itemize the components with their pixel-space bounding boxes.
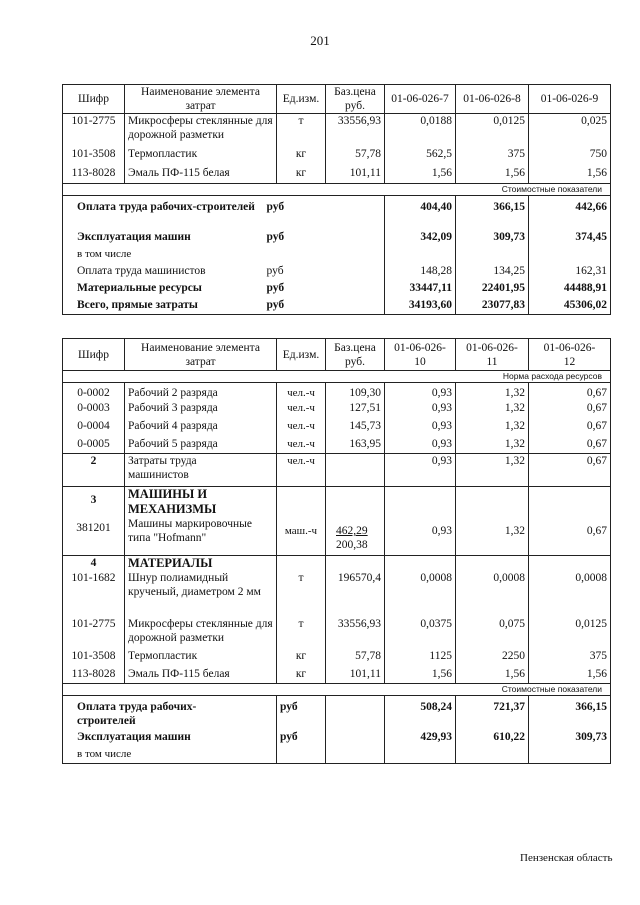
cell-v2: 1,32: [456, 419, 529, 437]
cell-v3: 0,0008: [529, 571, 611, 617]
cell-unit: т: [277, 617, 326, 649]
cell-code: 101-3508: [63, 649, 125, 667]
cell-v1: 0,93: [385, 454, 456, 487]
summary-unit: руб: [277, 730, 326, 747]
summary-row: [63, 281, 611, 298]
price-bottom: 200,38: [336, 539, 368, 551]
cell-unit: чел.-ч: [277, 454, 326, 487]
cell-unit: [277, 556, 326, 571]
cell-price: 127,51: [326, 401, 385, 419]
cell-v3: 375: [529, 649, 611, 667]
summary-v3: 442,66: [529, 196, 611, 230]
footer-region: Пензенская область: [520, 852, 613, 864]
band-label: Стоимостные показатели: [63, 684, 611, 696]
cell-v1: 0,93: [385, 383, 456, 401]
summary-unit: руб: [264, 264, 323, 281]
cell-unit: [277, 487, 326, 556]
cell-price: 33556,93: [326, 617, 385, 649]
machine-unit: маш.-ч: [284, 525, 318, 537]
summary-label: Эксплуатация машин: [63, 230, 326, 247]
table-row: [63, 649, 611, 667]
header-col1: 01-06-026-10: [385, 339, 456, 371]
summary-row: [63, 196, 611, 230]
operators-row: [63, 454, 611, 487]
summary-v1: 508,24: [385, 696, 456, 730]
cell-v3: 0,67: [529, 419, 611, 437]
cell-v1: 0,93: [385, 437, 456, 454]
summary-unit: руб: [264, 281, 323, 298]
section-code: 3: [90, 494, 97, 506]
price-top: 462,29: [336, 525, 368, 537]
cell-code: 101-3508: [63, 147, 125, 166]
cell-name: Рабочий 3 разряда: [125, 401, 277, 419]
header-unit: Ед.изм.: [277, 339, 326, 371]
cell-v3: 1,56: [529, 166, 611, 184]
cell-code: 101-2775: [63, 617, 125, 649]
value: 1,32: [504, 525, 525, 537]
value: 0,67: [586, 525, 607, 537]
summary-label: Эксплуатация машин: [63, 730, 277, 747]
table-row: [63, 147, 611, 166]
summary-label: Оплата труда рабочих-строителей: [63, 196, 326, 230]
summary-v2: [456, 747, 529, 764]
header-code: Шифр: [63, 339, 125, 371]
cell-price: [326, 487, 385, 556]
cell-name: Эмаль ПФ-115 белая: [125, 166, 277, 184]
cell-v3: 1,56: [529, 667, 611, 684]
machine-name: Машины маркировочные типа "Hofmann": [128, 518, 252, 544]
table-row: [63, 114, 611, 147]
cell-unit: чел.-ч: [277, 437, 326, 454]
summary-label: Оплата труда рабочих-строителей: [63, 696, 277, 730]
summary-v3: [529, 247, 611, 264]
cell-price: [326, 454, 385, 487]
cell-v1: [385, 556, 456, 571]
header-col2: 01-06-026-8: [456, 85, 529, 114]
cell-code: 0-0002: [63, 383, 125, 401]
cell-price: [326, 730, 385, 747]
cell-price: 101,11: [326, 667, 385, 684]
cell-price: 109,30: [326, 383, 385, 401]
summary-row: [63, 747, 611, 764]
cell-v3: 0,67: [529, 454, 611, 487]
machine-code: 381201: [76, 522, 111, 534]
table-header-row: [63, 85, 611, 114]
band-label: Стоимостные показатели: [63, 184, 611, 196]
cell-code: 101-1682: [63, 571, 125, 617]
summary-v3: 45306,02: [529, 298, 611, 315]
cell-price: [326, 556, 385, 571]
cell-v2: [456, 487, 529, 556]
band-label: Норма расхода ресурсов: [63, 371, 611, 383]
cell-v2: 1,56: [456, 667, 529, 684]
cell-unit: кг: [277, 147, 326, 166]
cell-name: Рабочий 4 разряда: [125, 419, 277, 437]
section-code: 4: [63, 556, 125, 571]
value: 0,93: [431, 525, 452, 537]
cell-name: Затраты труда машинистов: [125, 454, 277, 487]
header-price: Баз.цена руб.: [326, 85, 385, 114]
table-row: [63, 571, 611, 617]
table-row: [63, 667, 611, 684]
cell-v1: 0,0375: [385, 617, 456, 649]
cell-code: 0-0005: [63, 437, 125, 454]
summary-v3: [529, 747, 611, 764]
cell-unit: чел.-ч: [277, 401, 326, 419]
cell-v1: 562,5: [385, 147, 456, 166]
cell-unit: т: [277, 571, 326, 617]
summary-v3: 309,73: [529, 730, 611, 747]
cell-v3: 750: [529, 147, 611, 166]
header-col3: 01-06-026-12: [529, 339, 611, 371]
machines-section: [63, 487, 611, 556]
cell-name: Термопластик: [125, 147, 277, 166]
summary-label: Оплата труда машинистов: [63, 264, 326, 281]
cell-unit: кг: [277, 667, 326, 684]
summary-v2: 610,22: [456, 730, 529, 747]
cell-price: 101,11: [326, 166, 385, 184]
cell-unit: чел.-ч: [277, 419, 326, 437]
cell-v1: 0,0188: [385, 114, 456, 147]
cell-unit: кг: [277, 649, 326, 667]
cell-name: Рабочий 5 разряда: [125, 437, 277, 454]
cell-v3: [529, 556, 611, 571]
header-unit: Ед.изм.: [277, 85, 326, 114]
cell-name: Эмаль ПФ-115 белая: [125, 667, 277, 684]
table-row: [63, 617, 611, 649]
summary-v3: 366,15: [529, 696, 611, 730]
header-col1: 01-06-026-7: [385, 85, 456, 114]
summary-v3: 374,45: [529, 230, 611, 247]
cell-v1: 1,56: [385, 667, 456, 684]
header-price: Баз.цена руб.: [326, 339, 385, 371]
summary-label: в том числе: [63, 747, 277, 764]
header-name: Наименование элемента затрат: [125, 85, 277, 114]
cell-v1: 0,0008: [385, 571, 456, 617]
cell-name: Микросферы стеклянные для дорожной разметки: [125, 114, 277, 147]
cell-v2: 0,0008: [456, 571, 529, 617]
cell-v3: 0,67: [529, 437, 611, 454]
summary-v1: [385, 747, 456, 764]
summary-v1: 342,09: [385, 230, 456, 247]
cell-price: [326, 696, 385, 730]
table-row: [63, 419, 611, 437]
header-name: Наименование элемента затрат: [125, 339, 277, 371]
cell-v1: 1125: [385, 649, 456, 667]
header-col3: 01-06-026-9: [529, 85, 611, 114]
table-row: [63, 166, 611, 184]
summary-v3: 162,31: [529, 264, 611, 281]
cell-code: 113-8028: [63, 667, 125, 684]
cell-v2: 1,56: [456, 166, 529, 184]
summary-row: [63, 264, 611, 281]
summary-unit: [326, 247, 385, 264]
cell-v3: 0,67: [529, 383, 611, 401]
cell-code: 0-0004: [63, 419, 125, 437]
summary-v1: 34193,60: [385, 298, 456, 315]
summary-v1: 33447,11: [385, 281, 456, 298]
cell-v2: 1,32: [456, 383, 529, 401]
resource-table-1: [62, 84, 611, 315]
summary-v2: [456, 247, 529, 264]
summary-v1: [385, 247, 456, 264]
summary-row: [63, 247, 611, 264]
summary-unit: руб: [264, 230, 323, 247]
cell-v2: 1,32: [456, 454, 529, 487]
cell-unit: чел.-ч: [277, 383, 326, 401]
cell-v3: 0,025: [529, 114, 611, 147]
summary-row: [63, 230, 611, 247]
cell-v2: [456, 556, 529, 571]
cell-v3: 0,67: [529, 401, 611, 419]
cell-price: 57,78: [326, 649, 385, 667]
cell-v2: 1,32: [456, 437, 529, 454]
page-number: 201: [310, 33, 330, 48]
materials-section-header: [63, 556, 611, 571]
cell-v1: [385, 487, 456, 556]
cell-v1: 1,56: [385, 166, 456, 184]
summary-v2: 134,25: [456, 264, 529, 281]
cell-price: 163,95: [326, 437, 385, 454]
summary-v2: 22401,95: [456, 281, 529, 298]
cell-unit: кг: [277, 166, 326, 184]
cell-v2: 1,32: [456, 401, 529, 419]
cell-price: 33556,93: [326, 114, 385, 147]
cell-v1: 0,93: [385, 401, 456, 419]
summary-label: Материальные ресурсы: [63, 281, 326, 298]
cell-code: 101-2775: [63, 114, 125, 147]
header-code: Шифр: [63, 85, 125, 114]
cell-v2: 375: [456, 147, 529, 166]
cell-price: [326, 747, 385, 764]
band-cost-indicators: [63, 184, 611, 196]
summary-v1: 148,28: [385, 264, 456, 281]
cell-name: Шнур полиамидный крученый, диаметром 2 мм: [125, 571, 277, 617]
summary-unit: [277, 747, 326, 764]
section-title: МАТЕРИАЛЫ: [125, 556, 277, 571]
summary-unit: руб: [277, 696, 326, 730]
summary-row: [63, 298, 611, 315]
cell-code: [63, 487, 125, 556]
summary-v2: 721,37: [456, 696, 529, 730]
resource-table-2: [62, 338, 611, 764]
cell-price: 196570,4: [326, 571, 385, 617]
cell-code: 113-8028: [63, 166, 125, 184]
summary-v2: 23077,83: [456, 298, 529, 315]
table-header-row: [63, 339, 611, 371]
band-norma: [63, 371, 611, 383]
summary-v1: 404,40: [385, 196, 456, 230]
summary-v2: 309,73: [456, 230, 529, 247]
table-row: [63, 437, 611, 454]
cell-price: 145,73: [326, 419, 385, 437]
summary-v3: 44488,91: [529, 281, 611, 298]
cell-price: 57,78: [326, 147, 385, 166]
cell-name: [125, 487, 277, 556]
cell-v2: 0,075: [456, 617, 529, 649]
summary-row: [63, 696, 611, 730]
summary-unit: руб: [264, 196, 323, 230]
section-title: МАШИНЫ И МЕХАНИЗМЫ: [128, 487, 217, 516]
summary-unit: руб: [264, 298, 323, 315]
cell-unit: т: [277, 114, 326, 147]
cell-name: Рабочий 2 разряда: [125, 383, 277, 401]
table-row: [63, 401, 611, 419]
cell-v2: 2250: [456, 649, 529, 667]
summary-v1: 429,93: [385, 730, 456, 747]
cell-code: 2: [63, 454, 125, 487]
cell-v3: 0,0125: [529, 617, 611, 649]
summary-row: [63, 730, 611, 747]
cell-v3: [529, 487, 611, 556]
band-cost-indicators: [63, 684, 611, 696]
table-row: [63, 383, 611, 401]
summary-v2: 366,15: [456, 196, 529, 230]
cell-code: 0-0003: [63, 401, 125, 419]
cell-v1: 0,93: [385, 419, 456, 437]
summary-label: Всего, прямые затраты: [63, 298, 326, 315]
cell-name: Термопластик: [125, 649, 277, 667]
header-col2: 01-06-026-11: [456, 339, 529, 371]
summary-label: в том числе: [63, 247, 326, 264]
cell-name: Микросферы стеклянные для дорожной разметки: [125, 617, 277, 649]
cell-v2: 0,0125: [456, 114, 529, 147]
